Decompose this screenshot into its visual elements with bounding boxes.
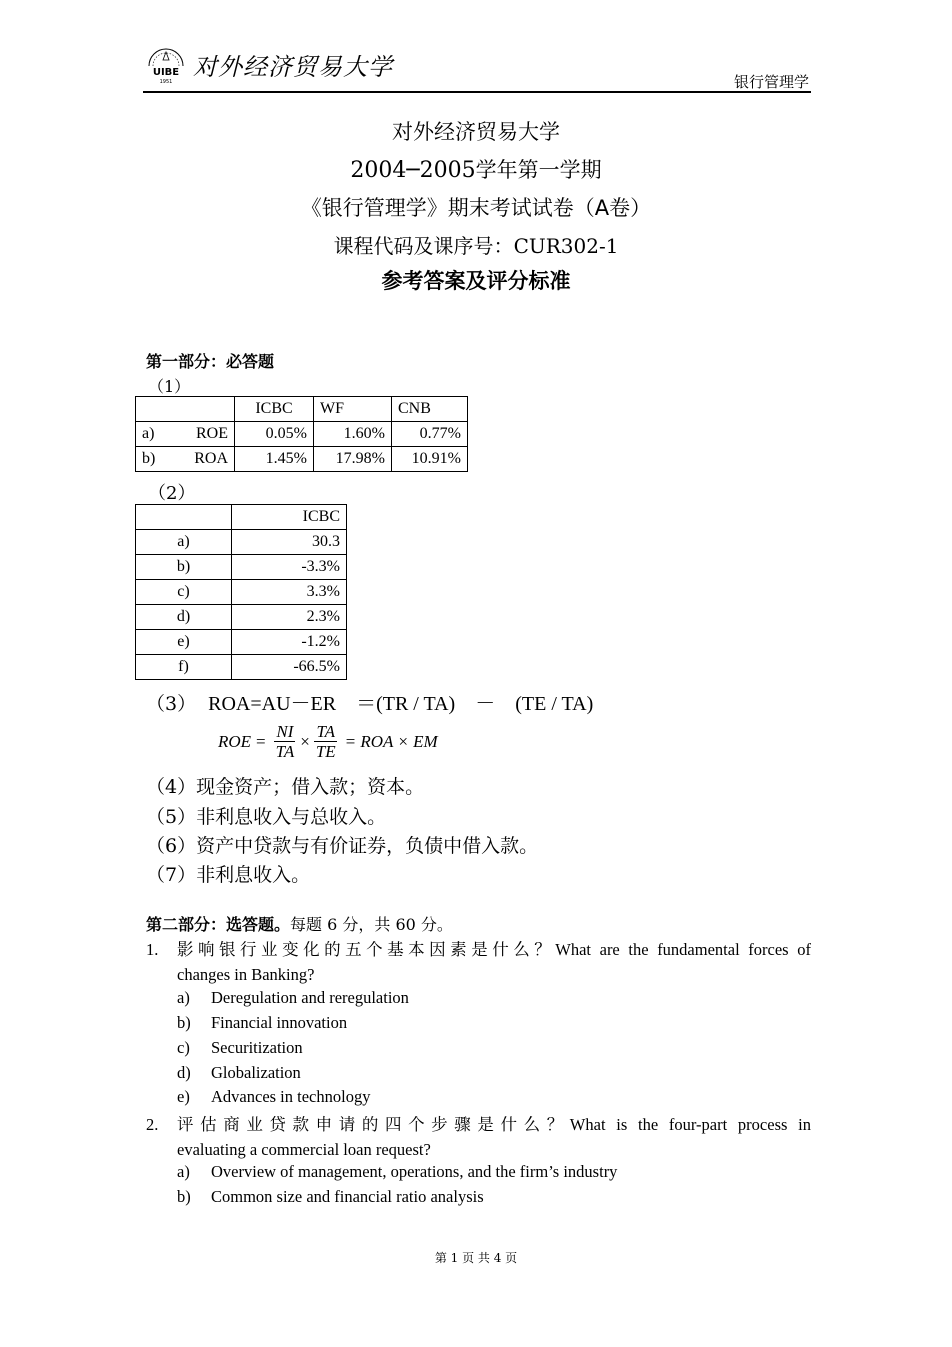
question-1: [0, 937, 952, 987]
table-row: [136, 555, 347, 580]
table-row: [136, 422, 468, 447]
part1-heading: 第一部分：必答题: [146, 352, 275, 371]
row-metric: ROE: [196, 425, 228, 442]
row-key: b): [142, 450, 156, 467]
q1-label: （1）: [148, 377, 191, 396]
table-row: [136, 447, 468, 472]
title-term: [0, 154, 952, 184]
ratio-table: [135, 396, 468, 472]
answer-line: （7）非利息收入。: [146, 864, 311, 886]
part2-note: 每题 6 分，共 60 分。: [290, 915, 453, 934]
table-row: [136, 630, 347, 655]
table-cell: 3.3%: [232, 580, 347, 605]
fraction-denominator: TE: [315, 742, 336, 761]
formula-lhs: ROE: [218, 731, 252, 751]
table-cell: 10.91%: [392, 447, 468, 472]
table-cell: [136, 505, 232, 530]
table-cell: -66.5%: [232, 655, 347, 680]
title-semester: 学年第一学期: [475, 158, 602, 182]
row-key: d): [136, 605, 232, 630]
option-text: Securitization: [211, 1038, 303, 1057]
list-item: [177, 1038, 303, 1058]
list-item: [177, 1187, 484, 1207]
icbc-table: [135, 504, 347, 680]
option-key: a): [177, 988, 190, 1007]
option-key: d): [177, 1063, 191, 1082]
title-answer-key: 参考答案及评分标准: [381, 269, 571, 293]
list-item: [177, 1063, 301, 1083]
formula-times: ×: [300, 731, 310, 751]
fraction-numerator: TA: [316, 722, 336, 741]
list-item: [177, 1087, 370, 1107]
q2-label: （2）: [148, 483, 196, 504]
answer-line: （4）现金资产；借入款；资本。: [146, 776, 425, 798]
table-row: [136, 655, 347, 680]
row-key: e): [136, 630, 232, 655]
question-number: 2.: [146, 1115, 159, 1134]
row-metric: ROA: [194, 450, 228, 467]
option-key: a): [177, 1162, 190, 1181]
table-cell: 1.60%: [314, 422, 392, 447]
header-course-name: 银行管理学: [733, 73, 809, 91]
table-row: [136, 530, 347, 555]
table-cell: -3.3%: [232, 555, 347, 580]
q3-formula: ROA=AU－ER ＝(TR / TA) － (TE / TA): [208, 693, 594, 715]
part2-heading: 第二部分：选答题。: [146, 915, 291, 934]
row-label: [136, 422, 235, 447]
table-header-row: [136, 397, 468, 422]
title-exam: 《银行管理学》期末考试试卷（A卷）: [300, 196, 652, 220]
option-text: Deregulation and reregulation: [211, 988, 409, 1007]
row-key: b): [136, 555, 232, 580]
option-text: Financial innovation: [211, 1013, 348, 1032]
header-rule: [143, 91, 811, 93]
option-key: b): [177, 1187, 191, 1206]
university-seal-icon: [145, 44, 187, 84]
answer-line: （5）非利息收入与总收入。: [146, 806, 387, 828]
table-header-icbc: ICBC: [235, 397, 314, 422]
option-key: e): [177, 1087, 190, 1106]
row-label: [136, 447, 235, 472]
table-cell: 17.98%: [314, 447, 392, 472]
option-text: Advances in technology: [211, 1087, 371, 1106]
question-2: [0, 1112, 952, 1162]
page-footer: 第 1 页 共 4 页: [434, 1251, 518, 1265]
option-text: Globalization: [211, 1063, 301, 1082]
table-cell: [136, 397, 235, 422]
question-text-cont: changes in Banking?: [177, 965, 315, 984]
table-cell: 30.3: [232, 530, 347, 555]
list-item: [177, 1013, 347, 1033]
question-text-cont: evaluating a commercial loan request?: [177, 1140, 431, 1159]
part2-heading-line: [146, 912, 453, 935]
question-text: 影响银行业变化的五个基本因素是什么？What are the fundamental forces of: [177, 940, 811, 959]
table-cell: 2.3%: [232, 605, 347, 630]
row-key: f): [136, 655, 232, 680]
option-key: c): [177, 1038, 190, 1057]
option-text: Overview of management, operations, and the firm’s industry: [211, 1162, 618, 1181]
table-header-icbc: ICBC: [232, 505, 347, 530]
table-row: [136, 605, 347, 630]
table-cell: 0.77%: [392, 422, 468, 447]
title-university: 对外经济贸易大学: [392, 120, 560, 144]
q3-label: （3）: [146, 693, 197, 715]
formula-rhs: = ROA × EM: [344, 731, 438, 751]
fraction-numerator: NI: [276, 722, 294, 741]
title-year: 2004─2005: [350, 158, 476, 183]
fraction-ta-te: [314, 722, 338, 761]
answer-line: （6）资产中贷款与有价证券，负债中借入款。: [146, 835, 539, 857]
option-text: Common size and financial ratio analysis: [211, 1187, 484, 1206]
table-row: [136, 580, 347, 605]
list-item: [177, 988, 409, 1008]
seal-year: 1951: [159, 79, 173, 84]
table-header-row: [136, 505, 347, 530]
title-course-code: [0, 230, 952, 259]
q3-line: [146, 687, 593, 716]
row-key: c): [136, 580, 232, 605]
table-cell: -1.2%: [232, 630, 347, 655]
table-header-wf: WF: [314, 397, 392, 422]
row-key: a): [136, 530, 232, 555]
question-text: 评估商业贷款申请的四个步骤是什么？What is the four-part process in: [177, 1115, 811, 1134]
fraction-ni-ta: [274, 722, 297, 761]
option-key: b): [177, 1013, 191, 1032]
seal-text: UIBE: [152, 67, 180, 78]
question-number: 1.: [146, 940, 159, 959]
formula-eq: =: [256, 731, 266, 751]
course-code-label: 课程代码及课序号：: [333, 234, 514, 258]
university-logo: [145, 44, 393, 84]
university-script-name: 对外经济贸易大学: [193, 52, 393, 81]
fraction-denominator: TA: [275, 742, 295, 761]
list-item: [177, 1162, 617, 1182]
row-key: a): [142, 425, 155, 442]
course-code-value: CUR302-1: [513, 234, 619, 258]
table-cell: 1.45%: [235, 447, 314, 472]
roe-formula: [218, 722, 438, 761]
table-cell: 0.05%: [235, 422, 314, 447]
table-header-cnb: CNB: [392, 397, 468, 422]
